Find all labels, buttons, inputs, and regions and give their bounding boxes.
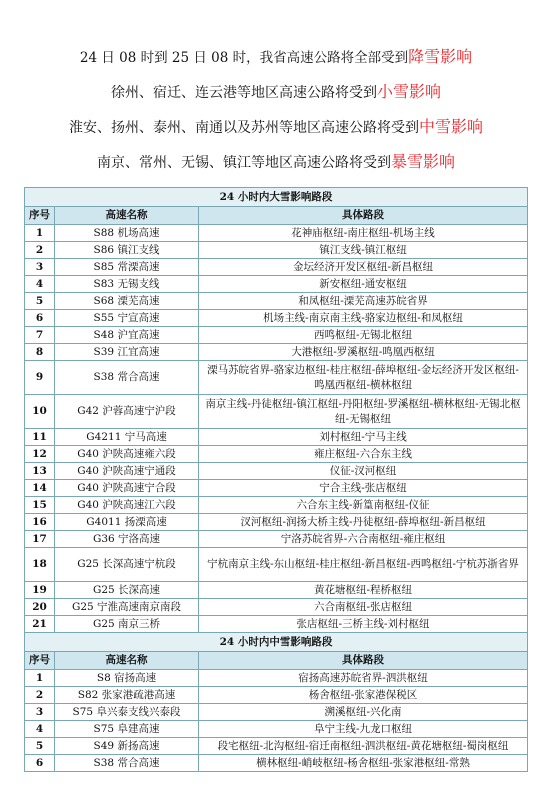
table-row xyxy=(25,599,528,616)
table-row xyxy=(25,225,528,242)
column-header-no: 序号 xyxy=(25,652,55,670)
affected-section: 杨舍枢纽-张家港保税区 xyxy=(199,687,528,704)
table-row xyxy=(25,755,528,772)
expressway-name: S83 无锡支线 xyxy=(55,276,199,293)
table-row xyxy=(25,429,528,446)
affected-section: 雍庄枢纽-六合东主线 xyxy=(199,446,528,463)
line-2-text: 徐州、宿迁、连云港等地区高速公路将受到 xyxy=(110,85,377,101)
affected-section: 段宅枢纽-北沟枢纽-宿迁南枢纽-泗洪枢纽-黄花塘枢纽-蜀岗枢纽 xyxy=(199,738,528,755)
affected-section: 刘村枢纽-宁马主线 xyxy=(199,429,528,446)
affected-section: 溧马苏皖省界-骆家边枢纽-桂庄枢纽-薛埠枢纽-金坛经济开发区枢纽-鸣凰西枢纽-横林枢纽 xyxy=(199,361,528,395)
row-number: 8 xyxy=(25,344,55,361)
line-3-emphasis: 中雪影响 xyxy=(418,117,483,136)
table-row xyxy=(25,738,528,755)
table-row xyxy=(25,344,528,361)
affected-section: 宁杭南京主线-东山枢纽-桂庄枢纽-新昌枢纽-西鸣枢纽-宁杭苏浙省界 xyxy=(199,548,528,582)
medium-snow-section-title: 24 小时内中雪影响路段 xyxy=(25,633,528,652)
expressway-name: S75 阜兴泰支线兴泰段 xyxy=(55,704,199,721)
expressway-name: S48 沪宜高速 xyxy=(55,327,199,344)
line-4-text: 南京、常州、无锡、镇江等地区高速公路将受到 xyxy=(96,155,391,171)
row-number: 5 xyxy=(25,738,55,755)
affected-section: 宿扬高速苏皖省界-泗洪枢纽 xyxy=(199,670,528,687)
affected-section: 新安枢纽-通安枢纽 xyxy=(199,276,528,293)
row-number: 6 xyxy=(25,755,55,772)
column-header-section: 具体路段 xyxy=(199,652,528,670)
road-impact-table xyxy=(24,187,528,772)
announcement-line-4 xyxy=(0,145,552,180)
affected-section: 南京主线-丹徒枢纽-镇江枢纽-丹阳枢纽-罗溪枢纽-横林枢纽-无锡北枢纽-无锡枢纽 xyxy=(199,395,528,429)
affected-section: 和凤枢纽-溧芜高速苏皖省界 xyxy=(199,293,528,310)
row-number: 4 xyxy=(25,721,55,738)
expressway-name: G25 南京三桥 xyxy=(55,616,199,633)
expressway-name: G4211 宁马高速 xyxy=(55,429,199,446)
table-row xyxy=(25,310,528,327)
table-row xyxy=(25,327,528,344)
table-row xyxy=(25,548,528,582)
expressway-name: S88 机场高速 xyxy=(55,225,199,242)
table-row xyxy=(25,463,528,480)
expressway-name: S86 镇江支线 xyxy=(55,242,199,259)
line-3-text: 淮安、扬州、泰州、南通以及苏州等地区高速公路将受到 xyxy=(68,120,419,136)
table-row xyxy=(25,361,528,395)
table-row xyxy=(25,531,528,548)
row-number: 2 xyxy=(25,242,55,259)
column-header-no: 序号 xyxy=(25,207,55,225)
table-row xyxy=(25,395,528,429)
expressway-name: G42 沪蓉高速宁沪段 xyxy=(55,395,199,429)
affected-section: 溯溪枢纽-兴化南 xyxy=(199,704,528,721)
affected-section: 大港枢纽-罗溪枢纽-鸣凰西枢纽 xyxy=(199,344,528,361)
row-number: 18 xyxy=(25,548,55,582)
medium-snow-title-row xyxy=(25,633,528,652)
line-2-emphasis: 小雪影响 xyxy=(376,82,441,101)
line-1-text: 24 日 08 时到 25 日 08 时，我省高速公路将全部受到 xyxy=(79,50,409,66)
expressway-name: G40 沪陕高速宁合段 xyxy=(55,480,199,497)
expressway-name: G25 长深高速 xyxy=(55,582,199,599)
announcement-line-1 xyxy=(0,40,552,75)
affected-section: 汊河枢纽-润扬大桥主线-丹徒枢纽-薛埠枢纽-新昌枢纽 xyxy=(199,514,528,531)
announcement-line-3 xyxy=(0,110,552,145)
row-number: 2 xyxy=(25,687,55,704)
row-number: 3 xyxy=(25,704,55,721)
row-number: 7 xyxy=(25,327,55,344)
affected-section: 六合东主线-新篁南枢纽-仪征 xyxy=(199,497,528,514)
expressway-name: S39 江宜高速 xyxy=(55,344,199,361)
row-number: 1 xyxy=(25,225,55,242)
affected-section: 横林枢纽-峭岐枢纽-杨舍枢纽-张家港枢纽-常熟 xyxy=(199,755,528,772)
expressway-name: G36 宁洛高速 xyxy=(55,531,199,548)
affected-section: 黄花塘枢纽-程桥枢纽 xyxy=(199,582,528,599)
table-row xyxy=(25,242,528,259)
column-header-name: 高速名称 xyxy=(55,207,199,225)
row-number: 11 xyxy=(25,429,55,446)
affected-section: 花神庙枢纽-南庄枢纽-机场主线 xyxy=(199,225,528,242)
affected-section: 西鸣枢纽-无锡北枢纽 xyxy=(199,327,528,344)
row-number: 12 xyxy=(25,446,55,463)
table-row xyxy=(25,704,528,721)
expressway-name: G40 沪陕高速江六段 xyxy=(55,497,199,514)
row-number: 4 xyxy=(25,276,55,293)
expressway-name: G4011 扬溧高速 xyxy=(55,514,199,531)
row-number: 15 xyxy=(25,497,55,514)
expressway-name: S38 常合高速 xyxy=(55,361,199,395)
expressway-name: G40 沪陕高速雍六段 xyxy=(55,446,199,463)
table-row xyxy=(25,497,528,514)
announcement-line-2 xyxy=(0,75,552,110)
table-row xyxy=(25,276,528,293)
expressway-name: G25 宁淮高速南京南段 xyxy=(55,599,199,616)
affected-section: 金坛经济开发区枢纽-新昌枢纽 xyxy=(199,259,528,276)
expressway-name: S49 新扬高速 xyxy=(55,738,199,755)
table-row xyxy=(25,446,528,463)
table-row xyxy=(25,480,528,497)
heavy-snow-title-row xyxy=(25,188,528,207)
affected-section: 六合南枢纽-张店枢纽 xyxy=(199,599,528,616)
expressway-name: S8 宿扬高速 xyxy=(55,670,199,687)
row-number: 1 xyxy=(25,670,55,687)
row-number: 13 xyxy=(25,463,55,480)
table-row xyxy=(25,616,528,633)
affected-section: 镇江支线-镇江枢纽 xyxy=(199,242,528,259)
table-row xyxy=(25,670,528,687)
row-number: 17 xyxy=(25,531,55,548)
affected-section: 机场主线-南京南主线-骆家边枢纽-和凤枢纽 xyxy=(199,310,528,327)
expressway-name: S85 常溧高速 xyxy=(55,259,199,276)
row-number: 16 xyxy=(25,514,55,531)
expressway-name: S75 阜建高速 xyxy=(55,721,199,738)
affected-section: 宁洛苏皖省界-六合南枢纽-雍庄枢纽 xyxy=(199,531,528,548)
affected-section: 宁合主线-张店枢纽 xyxy=(199,480,528,497)
row-number: 3 xyxy=(25,259,55,276)
announcement-header xyxy=(0,0,552,180)
row-number: 21 xyxy=(25,616,55,633)
table-row xyxy=(25,293,528,310)
expressway-name: G40 沪陕高速宁通段 xyxy=(55,463,199,480)
affected-section: 阜宁主线-九龙口枢纽 xyxy=(199,721,528,738)
row-number: 6 xyxy=(25,310,55,327)
row-number: 9 xyxy=(25,361,55,395)
line-4-emphasis: 暴雪影响 xyxy=(390,152,455,171)
row-number: 14 xyxy=(25,480,55,497)
expressway-name: S68 溧芜高速 xyxy=(55,293,199,310)
row-number: 5 xyxy=(25,293,55,310)
row-number: 20 xyxy=(25,599,55,616)
affected-section: 张店枢纽-三桥主线-刘村枢纽 xyxy=(199,616,528,633)
column-header-name: 高速名称 xyxy=(55,652,199,670)
heavy-snow-column-header-row xyxy=(25,207,528,225)
medium-snow-column-header-row xyxy=(25,652,528,670)
expressway-name: S55 宁宣高速 xyxy=(55,310,199,327)
heavy-snow-section-title: 24 小时内大雪影响路段 xyxy=(25,188,528,207)
column-header-section: 具体路段 xyxy=(199,207,528,225)
road-impact-table-body xyxy=(25,188,528,772)
expressway-name: S82 张家港疏港高速 xyxy=(55,687,199,704)
row-number: 19 xyxy=(25,582,55,599)
table-row xyxy=(25,259,528,276)
table-row xyxy=(25,514,528,531)
table-row xyxy=(25,687,528,704)
expressway-name: G25 长深高速宁杭段 xyxy=(55,548,199,582)
row-number: 10 xyxy=(25,395,55,429)
expressway-name: S38 常合高速 xyxy=(55,755,199,772)
table-row xyxy=(25,582,528,599)
affected-section: 仪征-汊河枢纽 xyxy=(199,463,528,480)
table-row xyxy=(25,721,528,738)
line-1-emphasis: 降雪影响 xyxy=(408,47,473,66)
